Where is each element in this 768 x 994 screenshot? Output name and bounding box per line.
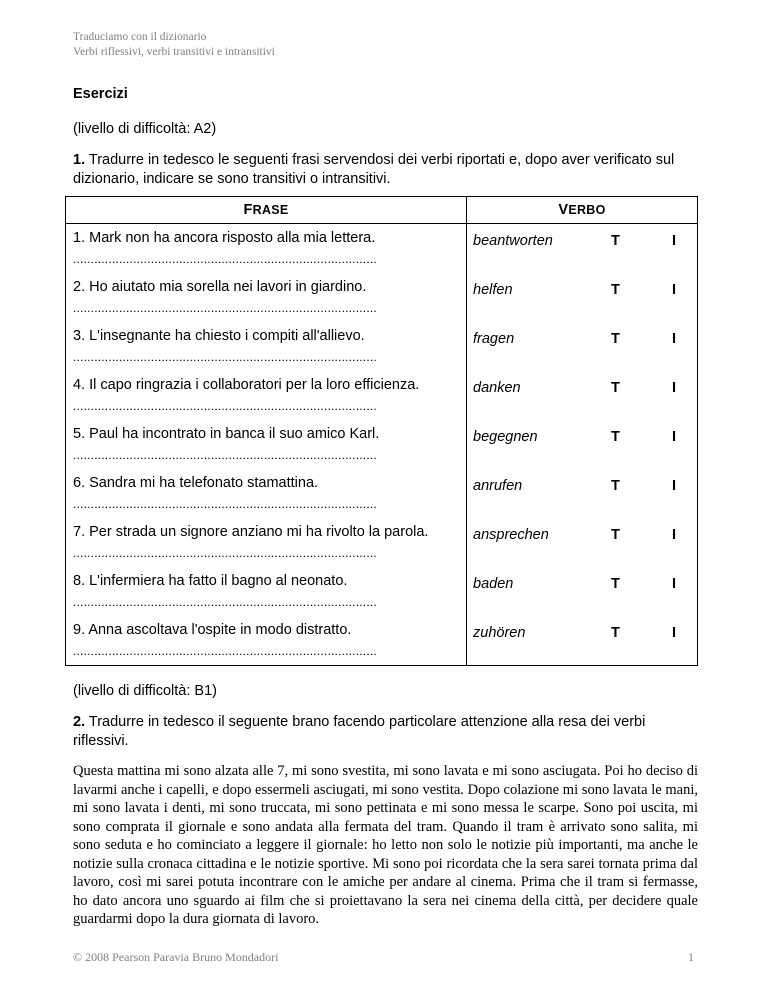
table-row xyxy=(66,371,698,420)
exercise-2-instruction xyxy=(73,713,698,751)
page-number: 1 xyxy=(688,950,694,964)
sentence-text: 3. L'insegnante ha chiesto i compiti all'allievo. xyxy=(73,328,365,344)
verb-text: beantworten xyxy=(473,233,553,249)
running-header xyxy=(73,30,275,60)
intransitive-option[interactable]: I xyxy=(672,233,677,249)
sentence-text: 1. Mark non ha ancora risposto alla mia lettera. xyxy=(73,230,376,246)
answer-line[interactable]: ...................................................................................... xyxy=(73,252,377,266)
transitive-option[interactable]: T xyxy=(611,282,620,298)
verb-text: fragen xyxy=(473,331,515,347)
transitive-option[interactable]: T xyxy=(611,625,620,641)
translation-passage: Questa mattina mi sono alzata alle 7, mi sono svestita, mi sono lavata e mi sono asciugata. Poi ho deciso di lavarmi anche i capelli, e dopo essermeli asciugati, mi sono vestita. Dopo colazione mi sono lavata le mani, mi sono lavata i denti, mi sono truccata, mi sono pettinata e mi sono messa le scarpe. Sono poi uscita, mi sono comprata il giornale e sono andata alla fermata del tram. Quando il tram è arrivato sono salita, mi sono seduta e ho cominciato a leggere il giornale: ho letto non solo le notizie più importanti, ma anche le notizie sulla cronaca cittadina e le notizie sportive. Mi sono poi ricordata che la sera sarei tornata prima dal lavoro, così mi sarei potuta incontrare con le amiche per andare al cinema. Prima che il tram si fermasse, ho dato ancora uno sguardo ai film che si proiettavano la sera nei cinema della città, per decidere quale guardarmi dopo la dura giornata di lavoro. xyxy=(73,763,698,927)
table-row xyxy=(66,420,698,469)
intransitive-option[interactable]: I xyxy=(672,429,677,445)
exercise-2-number: 2. xyxy=(73,714,86,730)
sentence-text: 7. Per strada un signore anziano mi ha rivolto la parola. xyxy=(73,524,429,540)
sentence-text: 8. L'infermiera ha fatto il bagno al neonato. xyxy=(73,573,348,589)
table-row xyxy=(66,224,698,274)
intransitive-option[interactable]: I xyxy=(672,380,677,396)
transitive-option[interactable]: T xyxy=(611,527,620,543)
sentence-text: 9. Anna ascoltava l'ospite in modo distratto. xyxy=(73,622,352,638)
table-row xyxy=(66,616,698,666)
table-header-row xyxy=(66,197,698,224)
verb-text: helfen xyxy=(473,282,513,298)
answer-line[interactable]: ...................................................................................... xyxy=(73,448,377,462)
sentence-text: 6. Sandra mi ha telefonato stamattina. xyxy=(73,475,319,491)
exercise-1-number: 1. xyxy=(73,152,86,168)
header-verbo: VERBO xyxy=(467,197,698,224)
transitive-option[interactable]: T xyxy=(611,331,620,347)
table-row xyxy=(66,518,698,567)
header-frase: FRASE xyxy=(66,197,467,224)
verb-text: begegnen xyxy=(473,429,538,445)
answer-line[interactable]: ...................................................................................... xyxy=(73,497,377,511)
transitive-option[interactable]: T xyxy=(611,380,620,396)
sentence-text: 4. Il capo ringrazia i collaboratori per la loro efficienza. xyxy=(73,377,420,393)
answer-line[interactable]: ...................................................................................... xyxy=(73,399,377,413)
exercise-1-instruction xyxy=(73,151,698,189)
transitive-option[interactable]: T xyxy=(611,429,620,445)
header-line-2: Verbi riflessivi, verbi transitivi e intransitivi xyxy=(73,46,275,58)
header-line-1: Traduciamo con il dizionario xyxy=(73,31,207,43)
sentence-text: 5. Paul ha incontrato in banca il suo amico Karl. xyxy=(73,426,380,442)
level-a2: (livello di difficoltà: A2) xyxy=(73,121,217,137)
verb-text: danken xyxy=(473,380,521,396)
table-row xyxy=(66,273,698,322)
intransitive-option[interactable]: I xyxy=(672,625,677,641)
answer-line[interactable]: ...................................................................................... xyxy=(73,546,377,560)
answer-line[interactable]: ...................................................................................... xyxy=(73,595,377,609)
verb-text: anrufen xyxy=(473,478,523,494)
answer-line[interactable]: ...................................................................................... xyxy=(73,644,377,658)
exercise-2-text: Tradurre in tedesco il seguente brano facendo particolare attenzione alla resa dei verbi riflessivi. xyxy=(73,714,646,749)
transitive-option[interactable]: T xyxy=(611,233,620,249)
answer-line[interactable]: ...................................................................................... xyxy=(73,301,377,315)
exercise-1-table xyxy=(65,196,698,666)
intransitive-option[interactable]: I xyxy=(672,478,677,494)
verb-text: baden xyxy=(473,576,514,592)
level-b1: (livello di difficoltà: B1) xyxy=(73,683,217,699)
page-title: Esercizi xyxy=(73,86,128,102)
verb-text: zuhören xyxy=(473,625,526,641)
intransitive-option[interactable]: I xyxy=(672,527,677,543)
intransitive-option[interactable]: I xyxy=(672,282,677,298)
table-row xyxy=(66,567,698,616)
transitive-option[interactable]: T xyxy=(611,576,620,592)
answer-line[interactable]: ...................................................................................... xyxy=(73,350,377,364)
table-row xyxy=(66,322,698,371)
intransitive-option[interactable]: I xyxy=(672,576,677,592)
table-row xyxy=(66,469,698,518)
verb-text: ansprechen xyxy=(473,527,549,543)
exercise-1-text: Tradurre in tedesco le seguenti frasi servendosi dei verbi riportati e, dopo aver verificato sul dizionario, indicare se sono transitivi o intransitivi. xyxy=(73,152,675,187)
sentence-text: 2. Ho aiutato mia sorella nei lavori in giardino. xyxy=(73,279,367,295)
transitive-option[interactable]: T xyxy=(611,478,620,494)
copyright-footer: © 2008 Pearson Paravia Bruno Mondadori xyxy=(73,950,279,964)
intransitive-option[interactable]: I xyxy=(672,331,677,347)
